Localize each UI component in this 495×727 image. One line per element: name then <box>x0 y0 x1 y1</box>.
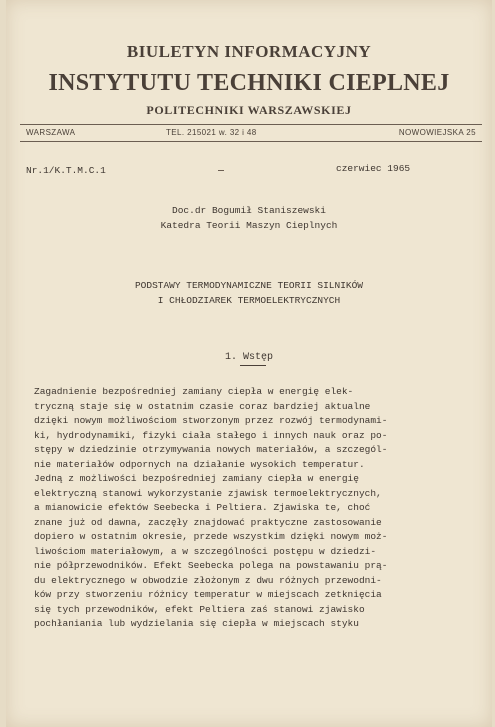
department-name: Katedra Teorii Maszyn Cieplnych <box>160 220 338 231</box>
body-line: ki, hydrodynamiki, fizyki ciała stałego i innych nauk oraz po- <box>34 429 388 441</box>
body-line: znane już od dawna, zaczęły znajdować praktyczne zastosowanie <box>34 516 382 528</box>
body-line: nie materiałów odpornych na działanie wysokich temperatur. <box>34 458 365 470</box>
bulletin-title: BIULETYN INFORMACYJNY <box>126 42 372 61</box>
header-city: WARSZAWA <box>26 128 76 137</box>
header-rule-top <box>20 124 482 125</box>
header-rule-bottom <box>20 141 482 142</box>
body-line: tryczną staje się w ostatnim czasie coraz bardziej aktualne <box>34 400 371 412</box>
body-line: elektryczną stanowi wykorzystanie zjawisk termoelektrycznych, <box>34 487 382 499</box>
body-text <box>34 385 474 632</box>
section-heading: 1. Wstęp <box>224 352 273 363</box>
paper-title-line-1: PODSTAWY TERMODYNAMICZNE TEORII SILNIKÓW <box>134 280 364 291</box>
university-title: POLITECHNIKI WARSZAWSKIEJ <box>146 103 352 117</box>
body-line: dopiero w ostatnim okresie, przede wszystkim dzięki nowym moż- <box>34 531 388 542</box>
body-line: pochłaniania lub wydzielania się ciepła w miejscach styku <box>34 618 359 629</box>
divider-dash <box>218 170 224 171</box>
body-line: a mianowicie efektów Seebecka i Peltiera. Zjawiska te, choć <box>34 502 371 513</box>
body-line: się tych przewodników, efekt Peltiera zaś stanowi zjawisko <box>34 603 365 615</box>
body-line: liwościom materiałowym, a w szczególności postępu w dziedzi- <box>34 545 377 557</box>
institute-title: INSTYTUTU TECHNIKI CIEPLNEJ <box>48 70 450 96</box>
document-page <box>6 0 492 727</box>
section-underline <box>240 365 266 366</box>
document-date: czerwiec 1965 <box>336 163 411 174</box>
body-line: Jedną z możliwości bezpośredniej zamiany ciepła w energię <box>34 473 359 484</box>
author-name: Doc.dr Bogumił Staniszewski <box>172 205 326 216</box>
paper-title-line-2: I CHŁODZIAREK TERMOELEKTRYCZNYCH <box>157 295 341 306</box>
document-number: Nr.1/K.T.M.C.1 <box>26 165 106 176</box>
header-phone: TEL. 215021 w. 32 i 48 <box>166 128 257 137</box>
header-street: NOWOWIEJSKA 25 <box>398 128 476 137</box>
body-line: du elektrycznego w obwodzie złożonym z dwu różnych przewodni- <box>34 574 382 586</box>
body-line: Zagadnienie bezpośredniej zamiany ciepła w energię elek- <box>34 386 354 397</box>
body-line: stępy w dziedzinie otrzymywania nowych materiałów, a szczegól- <box>34 444 388 455</box>
body-line: ków przy stworzeniu różnicy temperatur w miejscach zetknięcia <box>34 589 382 600</box>
body-line: nie półprzewodników. Efekt Seebecka polega na powstawaniu prą- <box>34 560 388 571</box>
body-line: dzięki nowym możliwościom stworzonym przez rozwój termodynami- <box>34 415 388 426</box>
